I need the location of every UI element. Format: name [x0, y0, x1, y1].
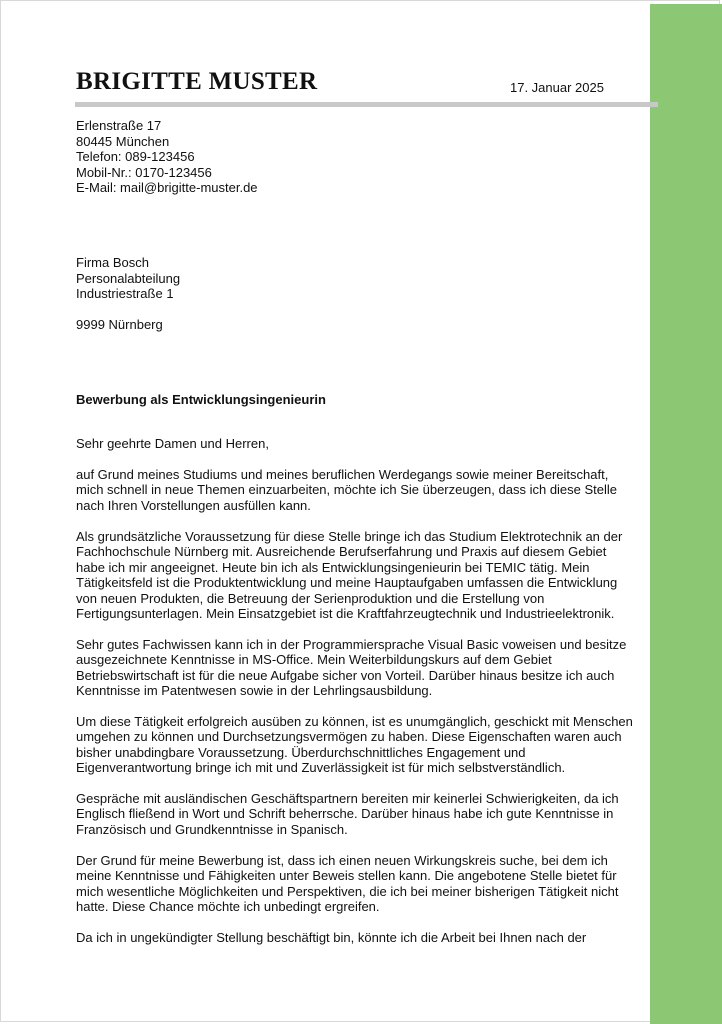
sender-email: E-Mail: mail@brigitte-muster.de	[76, 180, 258, 196]
paragraph-line: Sehr gutes Fachwissen kann ich in der Programmiersprache Visual Basic voweisen und besitze	[76, 637, 627, 652]
paragraph-line: nach Ihren Vorstellungen ausfüllen kann.	[76, 497, 311, 513]
recipient-company: Firma Bosch	[76, 255, 149, 270]
paragraph-3	[76, 637, 626, 699]
paragraph-4	[76, 714, 633, 776]
recipient-address	[76, 255, 180, 302]
paragraph-line: umgehen zu können und Durchsetzungsvermögen zu haben. Diese Eigenschaften waren auch	[76, 729, 622, 745]
paragraph-line: Der Grund für meine Bewerbung ist, dass ich einen neuen Wirkungskreis suche, bei dem ich	[76, 853, 608, 868]
recipient-city: 9999 Nürnberg	[76, 317, 163, 332]
paragraph-line: habe ich mir angeeignet. Heute bin ich als Entwicklungsingenieurin bei TEMIC tätig. Mein	[76, 559, 590, 575]
paragraph-7	[76, 930, 586, 945]
paragraph-line: Französisch und Grundkenntnisse in Spanisch.	[76, 821, 348, 837]
paragraph-6	[76, 853, 618, 915]
paragraph-line: von neuen Produkten, die Betreuung der Serienproduktion und die Erstellung von	[76, 590, 545, 606]
recipient-city-block	[76, 317, 163, 333]
header-divider	[75, 102, 658, 107]
paragraph-line: bisher unabdingbare Voraussetzung. Überdurchschnittliches Engagement und	[76, 744, 526, 760]
paragraph-line: Als grundsätzliche Voraussetzung für diese Stelle bringe ich das Studium Elektrotechnik an der	[76, 529, 623, 544]
paragraph-5	[76, 791, 619, 837]
paragraph-line: ausgezeichnete Kenntnisse in MS-Office. Mein Weiterbildungskurs auf dem Gebiet	[76, 652, 552, 668]
paragraph-line: meine Kenntnisse und Fähigkeiten unter Beweis stellen kann. Die angebotene Stelle bietet für	[76, 868, 617, 884]
paragraph-line: Gespräche mit ausländischen Geschäftspartnern bereiten mir keinerlei Schwierigkeiten, da ich	[76, 791, 619, 806]
paragraph-line: Tätigkeitsfeld ist die Produktentwicklung und meine Hauptaufgaben umfassen die Entwicklung	[76, 575, 618, 591]
letter-salutation: Sehr geehrte Damen und Herren,	[76, 436, 269, 451]
sender-street: Erlenstraße 17	[76, 118, 162, 133]
paragraph-line: Kenntnisse im Patentwesen sowie in der Lehrlingsausbildung.	[76, 683, 433, 699]
paragraph-2	[76, 529, 622, 621]
paragraph-line: mich schnell in neue Themen einzuarbeiten, möchte ich Sie überzeugen, dass ich diese Stelle	[76, 482, 618, 498]
paragraph-line: mich wesentliche Möglichkeiten und Perspektiven, die ich bei meiner bisherigen Tätigkeit nicht	[76, 883, 619, 899]
paragraph-line: Englisch fließend in Wort und Schrift beherrsche. Darüber hinaus habe ich gute Kenntnisse in	[76, 806, 614, 822]
sender-mobile: Mobil-Nr.: 0170-123456	[76, 164, 212, 180]
paragraph-line: auf Grund meines Studiums und meines beruflichen Werdegangs sowie meiner Bereitschaft,	[76, 467, 609, 482]
paragraph-line: Eigenverantwortung bringe ich mit und Zuverlässigkeit ist für mich selbstverständlich.	[76, 760, 566, 776]
accent-side-bar	[650, 4, 722, 1024]
paragraph-line: Um diese Tätigkeit erfolgreich ausüben zu können, ist es unumgänglich, geschickt mit Menschen	[76, 714, 633, 729]
applicant-name: BRIGITTE MUSTER	[76, 68, 318, 95]
letter-date: 17. Januar 2025	[510, 80, 604, 95]
sender-phone: Telefon: 089-123456	[76, 149, 195, 165]
paragraph-1	[76, 467, 617, 513]
paragraph-line: Betriebswirtschaft ist für die neue Aufgabe sicher von Vorteil. Darüber hinaus besitze ich auch	[76, 667, 615, 683]
paragraph-line: Fertigungsunterlagen. Mein Einsatzgebiet ist die Kraftfahrzeugtechnik und Industrieelektronik.	[76, 606, 615, 622]
recipient-department: Personalabteilung	[76, 270, 181, 286]
sender-address	[76, 118, 258, 196]
paragraph-line: hatte. Diese Chance möchte ich unbedingt ergreifen.	[76, 899, 380, 915]
recipient-street: Industriestraße 1	[76, 286, 174, 302]
sender-city: 80445 München	[76, 133, 170, 149]
paragraph-line: Da ich in ungekündigter Stellung beschäftigt bin, könnte ich die Arbeit bei Ihnen nach der	[76, 930, 587, 945]
paragraph-line: Fachhochschule Nürnberg mit. Ausreichende Berufserfahrung und Praxis auf diesem Gebiet	[76, 544, 607, 560]
letter-subject: Bewerbung als Entwicklungsingenieurin	[76, 392, 326, 407]
